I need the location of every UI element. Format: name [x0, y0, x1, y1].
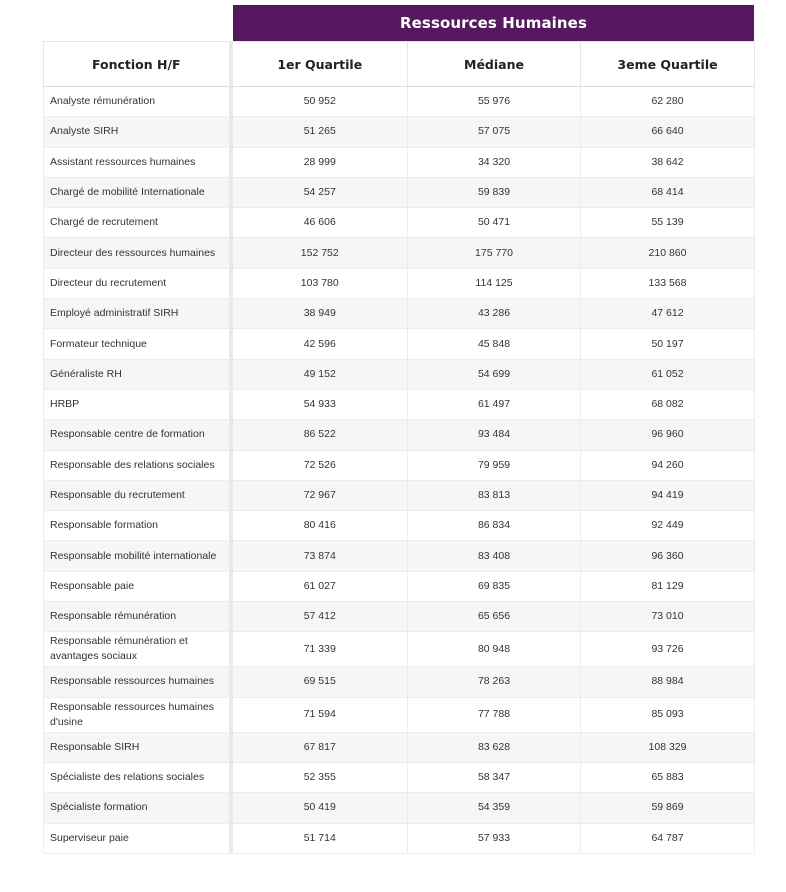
q3-cell: 65 883 [581, 762, 755, 792]
fonction-cell: Analyste SIRH [44, 117, 231, 147]
table-row [44, 667, 755, 697]
table-row [44, 87, 755, 117]
fonction-cell: Responsable mobilité internationale [44, 541, 231, 571]
median-cell: 86 834 [408, 511, 581, 541]
column-header-q1: 1er Quartile [231, 42, 408, 87]
q1-cell: 152 752 [231, 238, 408, 268]
fonction-cell: Responsable rémunération et avantages sociaux [44, 632, 231, 667]
table-row [44, 571, 755, 601]
salary-table [43, 41, 755, 854]
q1-cell: 50 952 [231, 87, 408, 117]
table-row [44, 238, 755, 268]
q1-cell: 51 265 [231, 117, 408, 147]
table-row [44, 511, 755, 541]
fonction-cell: Employé administratif SIRH [44, 299, 231, 329]
median-cell: 114 125 [408, 268, 581, 298]
q3-cell: 62 280 [581, 87, 755, 117]
median-cell: 34 320 [408, 147, 581, 177]
q1-cell: 28 999 [231, 147, 408, 177]
q1-cell: 42 596 [231, 329, 408, 359]
fonction-cell: Assistant ressources humaines [44, 147, 231, 177]
table-body [44, 87, 755, 854]
fonction-cell: Généraliste RH [44, 359, 231, 389]
table-row [44, 329, 755, 359]
median-cell: 83 408 [408, 541, 581, 571]
q3-cell: 108 329 [581, 732, 755, 762]
table-row [44, 793, 755, 823]
q1-cell: 72 967 [231, 480, 408, 510]
median-cell: 59 839 [408, 177, 581, 207]
q1-cell: 57 412 [231, 602, 408, 632]
column-header-median: Médiane [408, 42, 581, 87]
q3-cell: 94 419 [581, 480, 755, 510]
fonction-cell: Responsable paie [44, 571, 231, 601]
table-row [44, 389, 755, 419]
fonction-cell: Analyste rémunération [44, 87, 231, 117]
q1-cell: 54 933 [231, 389, 408, 419]
median-cell: 69 835 [408, 571, 581, 601]
median-cell: 57 075 [408, 117, 581, 147]
q1-cell: 86 522 [231, 420, 408, 450]
median-cell: 43 286 [408, 299, 581, 329]
table-row [44, 480, 755, 510]
q1-cell: 71 594 [231, 697, 408, 732]
median-cell: 83 628 [408, 732, 581, 762]
q1-cell: 69 515 [231, 667, 408, 697]
q3-cell: 93 726 [581, 632, 755, 667]
fonction-cell: Chargé de mobilité Internationale [44, 177, 231, 207]
q1-cell: 71 339 [231, 632, 408, 667]
q3-cell: 96 360 [581, 541, 755, 571]
fonction-cell: Responsable rémunération [44, 602, 231, 632]
q3-cell: 55 139 [581, 208, 755, 238]
q3-cell: 94 260 [581, 450, 755, 480]
fonction-cell: Spécialiste formation [44, 793, 231, 823]
table-row [44, 117, 755, 147]
column-header-q3: 3eme Quartile [581, 42, 755, 87]
median-cell: 93 484 [408, 420, 581, 450]
fonction-cell: Directeur des ressources humaines [44, 238, 231, 268]
q3-cell: 81 129 [581, 571, 755, 601]
q1-cell: 50 419 [231, 793, 408, 823]
table-row [44, 632, 755, 667]
q1-cell: 61 027 [231, 571, 408, 601]
table-row [44, 208, 755, 238]
fonction-cell: Superviseur paie [44, 823, 231, 853]
fonction-cell: Responsable ressources humaines [44, 667, 231, 697]
fonction-cell: Responsable du recrutement [44, 480, 231, 510]
table-row [44, 541, 755, 571]
fonction-cell: Spécialiste des relations sociales [44, 762, 231, 792]
q3-cell: 85 093 [581, 697, 755, 732]
column-header-fonction: Fonction H/F [44, 42, 231, 87]
q1-cell: 46 606 [231, 208, 408, 238]
table-row [44, 602, 755, 632]
fonction-cell: Responsable ressources humaines d'usine [44, 697, 231, 732]
q3-cell: 133 568 [581, 268, 755, 298]
table-row [44, 732, 755, 762]
q1-cell: 72 526 [231, 450, 408, 480]
q1-cell: 51 714 [231, 823, 408, 853]
q1-cell: 80 416 [231, 511, 408, 541]
median-cell: 80 948 [408, 632, 581, 667]
table-group-header: Ressources Humaines [233, 5, 754, 41]
q3-cell: 64 787 [581, 823, 755, 853]
q3-cell: 92 449 [581, 511, 755, 541]
median-cell: 55 976 [408, 87, 581, 117]
table-row [44, 823, 755, 853]
table-row [44, 420, 755, 450]
median-cell: 175 770 [408, 238, 581, 268]
fonction-cell: Responsable des relations sociales [44, 450, 231, 480]
header-row [44, 42, 755, 87]
fonction-cell: Responsable centre de formation [44, 420, 231, 450]
median-cell: 83 813 [408, 480, 581, 510]
fonction-cell: Responsable SIRH [44, 732, 231, 762]
median-cell: 57 933 [408, 823, 581, 853]
median-cell: 65 656 [408, 602, 581, 632]
median-cell: 78 263 [408, 667, 581, 697]
q1-cell: 54 257 [231, 177, 408, 207]
q3-cell: 59 869 [581, 793, 755, 823]
median-cell: 50 471 [408, 208, 581, 238]
table-row [44, 147, 755, 177]
q3-cell: 96 960 [581, 420, 755, 450]
median-cell: 45 848 [408, 329, 581, 359]
q3-cell: 61 052 [581, 359, 755, 389]
median-cell: 77 788 [408, 697, 581, 732]
median-cell: 54 359 [408, 793, 581, 823]
fonction-cell: Formateur technique [44, 329, 231, 359]
fonction-cell: Directeur du recrutement [44, 268, 231, 298]
q1-cell: 73 874 [231, 541, 408, 571]
q1-cell: 67 817 [231, 732, 408, 762]
q1-cell: 38 949 [231, 299, 408, 329]
table-header [44, 42, 755, 87]
q3-cell: 66 640 [581, 117, 755, 147]
q3-cell: 68 082 [581, 389, 755, 419]
q3-cell: 47 612 [581, 299, 755, 329]
median-cell: 58 347 [408, 762, 581, 792]
median-cell: 54 699 [408, 359, 581, 389]
table-row [44, 762, 755, 792]
q1-cell: 52 355 [231, 762, 408, 792]
q3-cell: 210 860 [581, 238, 755, 268]
table-row [44, 359, 755, 389]
table-row [44, 697, 755, 732]
fonction-cell: HRBP [44, 389, 231, 419]
q3-cell: 68 414 [581, 177, 755, 207]
table-row [44, 299, 755, 329]
q3-cell: 73 010 [581, 602, 755, 632]
q1-cell: 103 780 [231, 268, 408, 298]
table-row [44, 450, 755, 480]
median-cell: 79 959 [408, 450, 581, 480]
q3-cell: 88 984 [581, 667, 755, 697]
median-cell: 61 497 [408, 389, 581, 419]
table-row [44, 268, 755, 298]
q3-cell: 38 642 [581, 147, 755, 177]
q1-cell: 49 152 [231, 359, 408, 389]
fonction-cell: Responsable formation [44, 511, 231, 541]
fonction-cell: Chargé de recrutement [44, 208, 231, 238]
table-row [44, 177, 755, 207]
q3-cell: 50 197 [581, 329, 755, 359]
